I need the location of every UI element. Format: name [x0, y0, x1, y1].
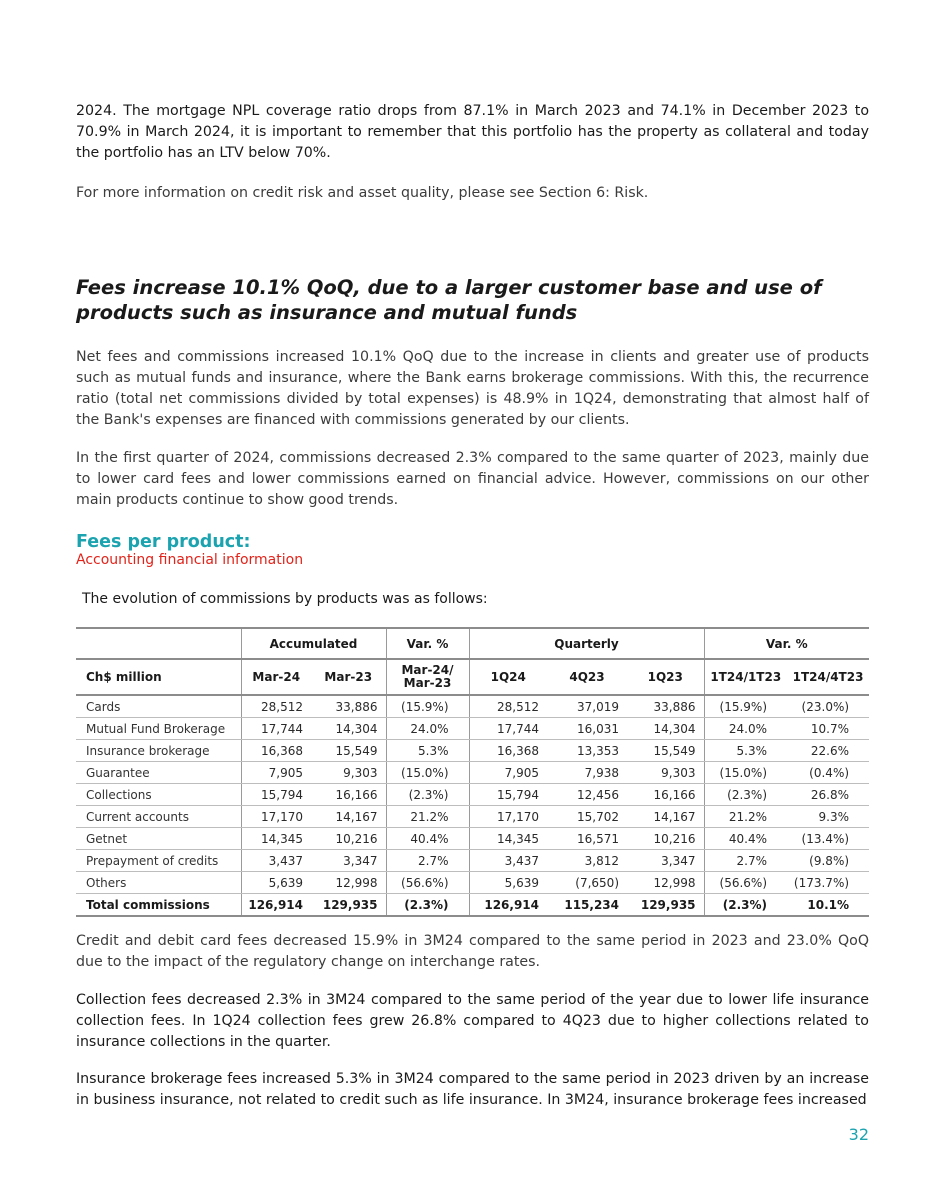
cell-q1q24: 126,914: [469, 894, 547, 917]
cell-mar23: 33,886: [311, 695, 386, 718]
cell-q4q23: 15,702: [547, 806, 627, 828]
group-header-quarterly: Quarterly: [469, 628, 704, 659]
cell-mar24: 7,905: [241, 762, 311, 784]
cell-label: Current accounts: [76, 806, 241, 828]
cell-q1q23: 9,303: [627, 762, 704, 784]
cell-label: Others: [76, 872, 241, 894]
cell-var-t24t23: 24.0%: [704, 718, 787, 740]
cell-mar23: 12,998: [311, 872, 386, 894]
cell-mar23: 16,166: [311, 784, 386, 806]
cell-label: Guarantee: [76, 762, 241, 784]
cell-mar23: 14,304: [311, 718, 386, 740]
page-number: 32: [848, 1125, 869, 1144]
col-header-var-line2: Mar-23: [403, 676, 452, 690]
cell-var-t24t4: 10.7%: [787, 718, 869, 740]
fees-paragraph-1: Net fees and commissions increased 10.1% QoQ due to the increase in clients and greater use of products such as mutual funds and insurance, where the Bank earns brokerage commissions. With this, the recurrence ratio (total net commissions divided by total expenses) is 48.9% in 1Q24, demonstrating that almost half of the Bank's expenses are financed with commissions generated by our clients.: [76, 349, 869, 428]
more-info-paragraph: For more information on credit risk and asset quality, please see Section 6: Risk.: [76, 185, 649, 201]
col-header-label: Ch$ million: [76, 659, 241, 695]
col-header-1q23: 1Q23: [627, 659, 704, 695]
table-intro: The evolution of commissions by products was as follows:: [82, 591, 488, 607]
cell-q4q23: 3,812: [547, 850, 627, 872]
cell-var-t24t4: 9.3%: [787, 806, 869, 828]
col-header-1t24-1t23: 1T24/1T23: [704, 659, 787, 695]
group-header-empty: [76, 628, 241, 659]
col-header-mar23: Mar-23: [311, 659, 386, 695]
cell-label: Cards: [76, 695, 241, 718]
cell-var-t24t23: 2.7%: [704, 850, 787, 872]
cell-var-t24t4: (0.4%): [787, 762, 869, 784]
cell-q1q23: 14,167: [627, 806, 704, 828]
cell-mar24: 14,345: [241, 828, 311, 850]
cell-var-mar: (2.3%): [386, 894, 469, 917]
cell-q1q24: 17,744: [469, 718, 547, 740]
insurance-paragraph: Insurance brokerage fees increased 5.3% in 3M24 compared to the same period in 2023 driven by an increase in business insurance, not related to credit such as life insurance. In 3M24, insurance brokerage fees increased: [76, 1071, 869, 1108]
cell-q1q23: 3,347: [627, 850, 704, 872]
cell-mar24: 126,914: [241, 894, 311, 917]
cell-var-t24t23: 40.4%: [704, 828, 787, 850]
table-group-header: [76, 628, 869, 659]
table-row: [76, 740, 869, 762]
cell-var-mar: 21.2%: [386, 806, 469, 828]
cell-label: Collections: [76, 784, 241, 806]
cell-q4q23: (7,650): [547, 872, 627, 894]
group-header-var2: Var. %: [704, 628, 869, 659]
group-header-accumulated: Accumulated: [241, 628, 386, 659]
cell-var-t24t23: (56.6%): [704, 872, 787, 894]
cell-var-t24t23: (2.3%): [704, 894, 787, 917]
cell-var-t24t23: (2.3%): [704, 784, 787, 806]
cell-q1q24: 7,905: [469, 762, 547, 784]
cell-var-t24t4: 22.6%: [787, 740, 869, 762]
cell-var-mar: 24.0%: [386, 718, 469, 740]
cell-mar24: 5,639: [241, 872, 311, 894]
cell-q1q23: 10,216: [627, 828, 704, 850]
cell-q4q23: 13,353: [547, 740, 627, 762]
table-row: [76, 828, 869, 850]
cell-q1q23: 33,886: [627, 695, 704, 718]
col-header-4q23: 4Q23: [547, 659, 627, 695]
cell-mar24: 17,170: [241, 806, 311, 828]
cell-q1q24: 16,368: [469, 740, 547, 762]
group-header-var1: Var. %: [386, 628, 469, 659]
table-row: [76, 850, 869, 872]
cell-label: Mutual Fund Brokerage: [76, 718, 241, 740]
cell-mar24: 28,512: [241, 695, 311, 718]
col-header-var-line1: Mar-24/: [401, 663, 454, 677]
cell-label: Insurance brokerage: [76, 740, 241, 762]
cell-q4q23: 115,234: [547, 894, 627, 917]
cell-mar23: 129,935: [311, 894, 386, 917]
table-column-header: [76, 659, 869, 695]
cell-label: Prepayment of credits: [76, 850, 241, 872]
col-header-var-a: [386, 659, 469, 695]
cell-var-mar: (2.3%): [386, 784, 469, 806]
cell-mar23: 15,549: [311, 740, 386, 762]
cell-var-t24t4: (23.0%): [787, 695, 869, 718]
col-header-1q24: 1Q24: [469, 659, 547, 695]
cell-var-t24t4: 26.8%: [787, 784, 869, 806]
cell-var-mar: (15.0%): [386, 762, 469, 784]
table-row: [76, 806, 869, 828]
cell-var-mar: 40.4%: [386, 828, 469, 850]
cell-label: Total commissions: [76, 894, 241, 917]
collections-paragraph: Collection fees decreased 2.3% in 3M24 compared to the same period of the year due to lower life insurance collection fees. In 1Q24 collection fees grew 26.8% compared to 4Q23 due to higher collections related to insurance collections in the quarter.: [76, 992, 869, 1050]
cell-q1q24: 5,639: [469, 872, 547, 894]
cell-var-mar: 2.7%: [386, 850, 469, 872]
cell-q1q23: 16,166: [627, 784, 704, 806]
cell-q1q23: 12,998: [627, 872, 704, 894]
cell-q4q23: 12,456: [547, 784, 627, 806]
cell-mar23: 3,347: [311, 850, 386, 872]
cell-q1q24: 17,170: [469, 806, 547, 828]
cell-q1q24: 28,512: [469, 695, 547, 718]
cell-var-t24t4: (13.4%): [787, 828, 869, 850]
cell-q4q23: 37,019: [547, 695, 627, 718]
cell-var-t24t4: (9.8%): [787, 850, 869, 872]
cards-paragraph: Credit and debit card fees decreased 15.9% in 3M24 compared to the same period in 2023 and 23.0% QoQ due to the impact of the regulatory change on interchange rates.: [76, 933, 869, 970]
fees-subtitle: Accounting financial information: [76, 552, 304, 568]
table-row: [76, 872, 869, 894]
cell-q4q23: 16,571: [547, 828, 627, 850]
cell-q1q23: 129,935: [627, 894, 704, 917]
section-heading: Fees increase 10.1% QoQ, due to a larger customer base and use of products such as insurance and mutual funds: [76, 276, 822, 324]
cell-label: Getnet: [76, 828, 241, 850]
cell-var-t24t23: 21.2%: [704, 806, 787, 828]
cell-mar23: 9,303: [311, 762, 386, 784]
cell-q1q24: 3,437: [469, 850, 547, 872]
col-header-1t24-4t23: 1T24/4T23: [787, 659, 869, 695]
cell-mar23: 10,216: [311, 828, 386, 850]
col-header-mar24: Mar-24: [241, 659, 311, 695]
cell-mar24: 17,744: [241, 718, 311, 740]
table-row: [76, 718, 869, 740]
cell-q1q24: 15,794: [469, 784, 547, 806]
fees-paragraph-2: In the first quarter of 2024, commissions decreased 2.3% compared to the same quarter of 2023, mainly due to lower card fees and lower commissions earned on financial advice. However, commissions on our other main products continue to show good trends.: [76, 450, 869, 508]
table-total-row: [76, 894, 869, 917]
cell-var-mar: (15.9%): [386, 695, 469, 718]
fees-per-product-table: [76, 627, 869, 917]
cell-var-t24t4: 10.1%: [787, 894, 869, 917]
table-body: [76, 695, 869, 916]
cell-q1q24: 14,345: [469, 828, 547, 850]
col-header-var-lines: [401, 664, 453, 690]
cell-mar24: 3,437: [241, 850, 311, 872]
intro-paragraph: 2024. The mortgage NPL coverage ratio drops from 87.1% in March 2023 and 74.1% in December 2023 to 70.9% in March 2024, it is important to remember that this portfolio has the property as collateral and today the portfolio has an LTV below 70%.: [76, 103, 869, 161]
table-row: [76, 784, 869, 806]
cell-mar24: 16,368: [241, 740, 311, 762]
cell-mar23: 14,167: [311, 806, 386, 828]
table-row: [76, 762, 869, 784]
table-row: [76, 695, 869, 718]
fees-title: Fees per product:: [76, 532, 251, 552]
cell-var-t24t4: (173.7%): [787, 872, 869, 894]
cell-var-t24t23: (15.9%): [704, 695, 787, 718]
cell-var-t24t23: (15.0%): [704, 762, 787, 784]
cell-q1q23: 14,304: [627, 718, 704, 740]
cell-q1q23: 15,549: [627, 740, 704, 762]
cell-var-mar: (56.6%): [386, 872, 469, 894]
cell-var-mar: 5.3%: [386, 740, 469, 762]
cell-var-t24t23: 5.3%: [704, 740, 787, 762]
cell-mar24: 15,794: [241, 784, 311, 806]
cell-q4q23: 7,938: [547, 762, 627, 784]
cell-q4q23: 16,031: [547, 718, 627, 740]
